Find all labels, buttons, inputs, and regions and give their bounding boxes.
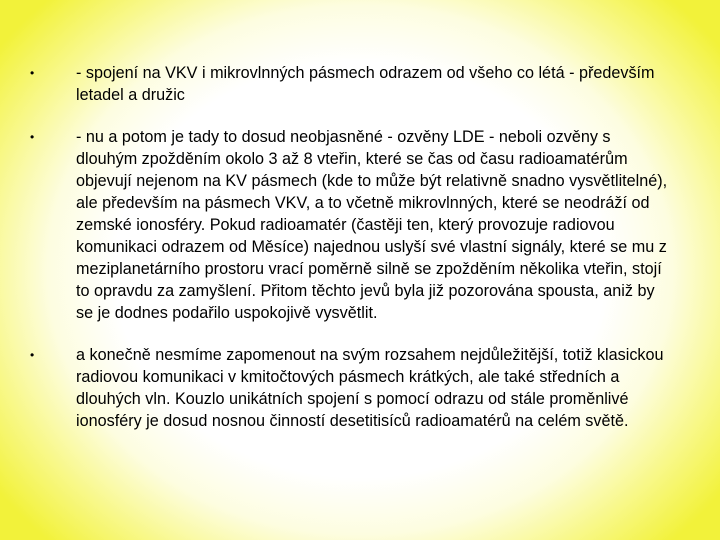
bullet-marker: • [30, 348, 35, 362]
bullet-marker: • [30, 130, 35, 144]
bullet-item-lde-echoes [30, 126, 670, 324]
bullet-text: - spojení na VKV i mikrovlnných pásmech odrazem od všeho co létá - především letadel a družic [76, 64, 655, 104]
bullet-item-aircraft-satellite-reflection [30, 62, 670, 106]
bullet-list [30, 62, 670, 432]
bullet-text: a konečně nesmíme zapomenout na svým rozsahem nejdůležitější, totiž klasickou radiovou komunikaci v kmitočtových pásmech krátkých, ale také středních a dlouhých vln. Kouzlo unikátních spojení s pomocí odrazu od stále proměnlivé ionosféry je dosud nosnou činností desetitisíců radioamatérů na celém světě. [76, 346, 664, 430]
bullet-item-classic-ionosphere-communication [30, 344, 670, 432]
bullet-marker: • [30, 66, 35, 80]
bullet-text: - nu a potom je tady to dosud neobjasněné - ozvěny LDE - neboli ozvěny s dlouhým zpožděním okolo 3 až 8 vteřin, které se čas od času radioamatérům objevují nejenom na KV pásmech (kde to může být relativně snadno vysvětlitelné), ale především na pásmech VKV, a to včetně mikrovlnných, které se neodráží od zemské ionosféry. Pokud radioamatér (častěji ten, který provozuje radiovou komunikaci odrazem od Měsíce) najednou uslyší své vlastní signály, které se mu z meziplanetárního prostoru vrací poměrně silně se zpožděním několika vteřin, stojí to opravdu za zamyšlení. Přitom těchto jevů byla již pozorována spousta, aniž by se je dodnes podařilo uspokojivě vysvětlit. [76, 128, 668, 322]
